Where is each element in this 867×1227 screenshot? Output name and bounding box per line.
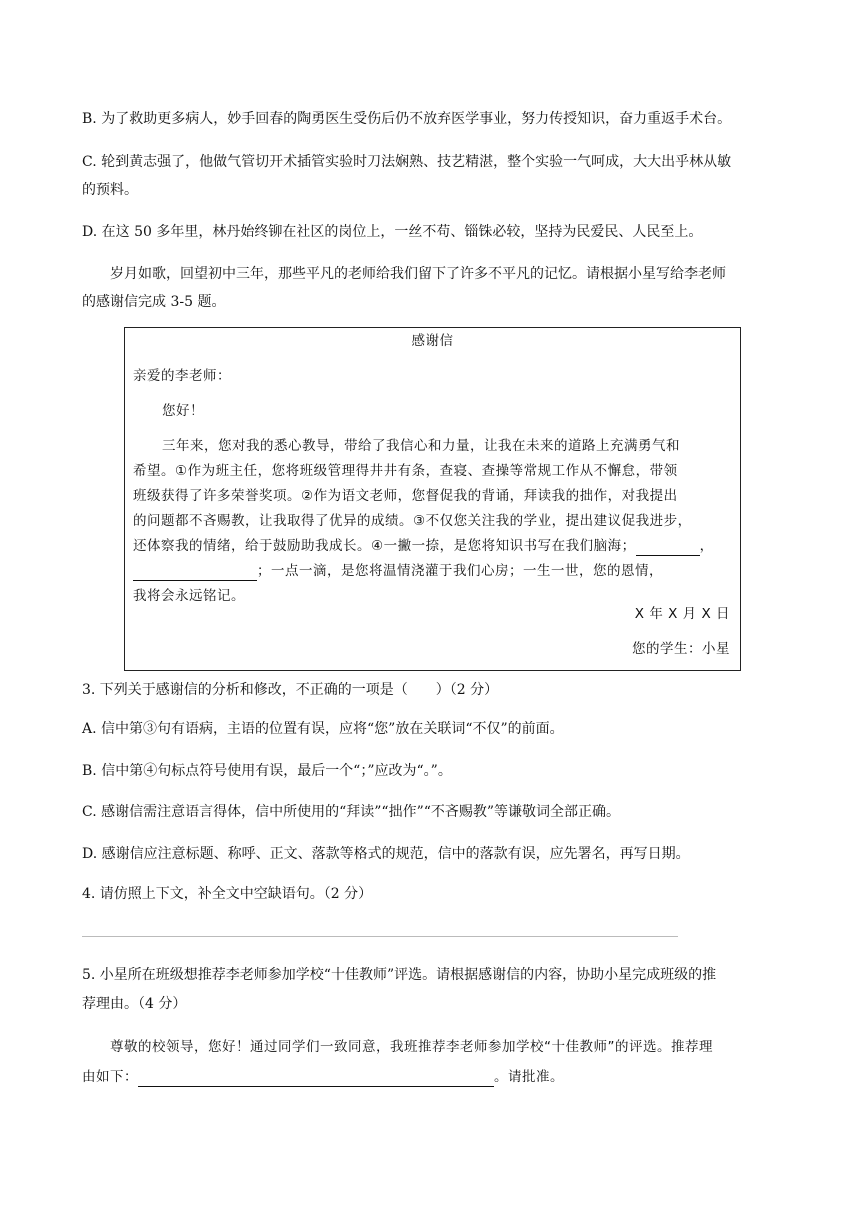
q2-option-b: B. 为了救助更多病人，妙手回春的陶勇医生受伤后仍不放弃医学事业，努力传授知识，奋力重返手术台。 <box>82 111 732 127</box>
q5-para-suffix: 。请批准。 <box>494 1069 564 1085</box>
q5-stem-line2: 荐理由。（4 分） <box>82 996 187 1012</box>
q2-option-c-line2: 的预料。 <box>82 182 138 198</box>
letter-date: X 年 X 月 X 日 <box>634 606 730 622</box>
letter-salutation: 亲爱的李老师： <box>133 368 231 384</box>
q3-option-d: D. 感谢信应注意标题、称呼、正文、落款等格式的规范，信中的落款有误，应先署名，再写日期。 <box>82 846 690 862</box>
letter-body-line: 的问题都不吝赐教，让我取得了优异的成绩。③不仅您关注我的学业，提出建议促我进步， <box>133 513 692 529</box>
letter-title: 感谢信 <box>411 333 454 349</box>
thank-you-letter <box>124 327 741 671</box>
intro-line2: 的感谢信完成 3-5 题。 <box>82 294 226 310</box>
letter-greeting: 您好！ <box>162 403 204 419</box>
q5-para-line2 <box>82 1067 564 1087</box>
q3-option-a: A. 信中第③句有语病，主语的位置有误，应将“您”放在关联词“不仅”的前面。 <box>82 721 564 737</box>
q4-answer-line[interactable] <box>82 936 678 937</box>
fill-blank-1[interactable] <box>636 541 700 556</box>
q3-stem: 3. 下列关于感谢信的分析和修改，不正确的一项是（ ）（2 分） <box>82 682 499 698</box>
q3-option-c: C. 感谢信需注意语言得体，信中所使用的“拜读”“拙作”“不吝赐教”等谦敬词全部正确。 <box>82 804 621 820</box>
letter-signature: 您的学生：小星 <box>632 641 730 657</box>
q5-para-line1: 尊敬的校领导，您好！通过同学们一致同意，我班推荐李老师参加学校“十佳教师”的评选。推荐理 <box>110 1039 713 1055</box>
q4-stem: 4. 请仿照上下文，补全文中空缺语句。（2 分） <box>82 886 373 902</box>
letter-body-line: 班级获得了许多荣誉奖项。②作为语文老师，您督促我的背诵，拜读我的拙作，对我提出 <box>133 488 678 504</box>
q5-answer-blank[interactable] <box>138 1072 494 1087</box>
letter-line6-text: ；一点一滴，是您将温情浇灌于我们心房；一生一世，您的恩情， <box>257 563 663 579</box>
q3-option-b: B. 信中第④句标点符号使用有误，最后一个“；”应改为“。”。 <box>82 763 452 779</box>
q2-option-d: D. 在这 50 多年里，林丹始终铆在社区的岗位上，一丝不苟、锱铢必较，坚持为民爱民、人民至上。 <box>82 224 703 240</box>
intro-line1: 岁月如歌，回望初中三年，那些平凡的老师给我们留下了许多不平凡的记忆。请根据小星写给李老师 <box>110 266 726 282</box>
fill-blank-2[interactable] <box>133 566 257 581</box>
q5-para-prefix: 由如下： <box>82 1069 138 1085</box>
q5-stem-line1: 5. 小星所在班级想推荐李老师参加学校“十佳教师”评选。请根据感谢信的内容，协助小星完成班级的推 <box>82 967 717 983</box>
letter-body-line: 希望。①作为班主任，您将班级管理得井井有条，查寝、查操等常规工作从不懈怠，带领 <box>133 463 678 479</box>
letter-line6 <box>133 561 663 581</box>
letter-body-line: 三年来，您对我的悉心教导，带给了我信心和力量，让我在未来的道路上充满勇气和 <box>162 438 680 454</box>
letter-body-line: 还体察我的情绪，给于鼓励助我成长。④一撇一捺，是您将知识书写在我们脑海； <box>133 538 636 554</box>
letter-body-line-with-blank: 还体察我的情绪，给于鼓励助我成长。④一撇一捺，是您将知识书写在我们脑海； ， <box>133 538 714 554</box>
q2-option-c-line1: C. 轮到黄志强了，他做气管切开术插管实验时刀法娴熟、技艺精湛，整个实验一气呵成，大大出乎林从敏 <box>82 154 732 170</box>
letter-closing: 我将会永远铭记。 <box>133 588 245 604</box>
